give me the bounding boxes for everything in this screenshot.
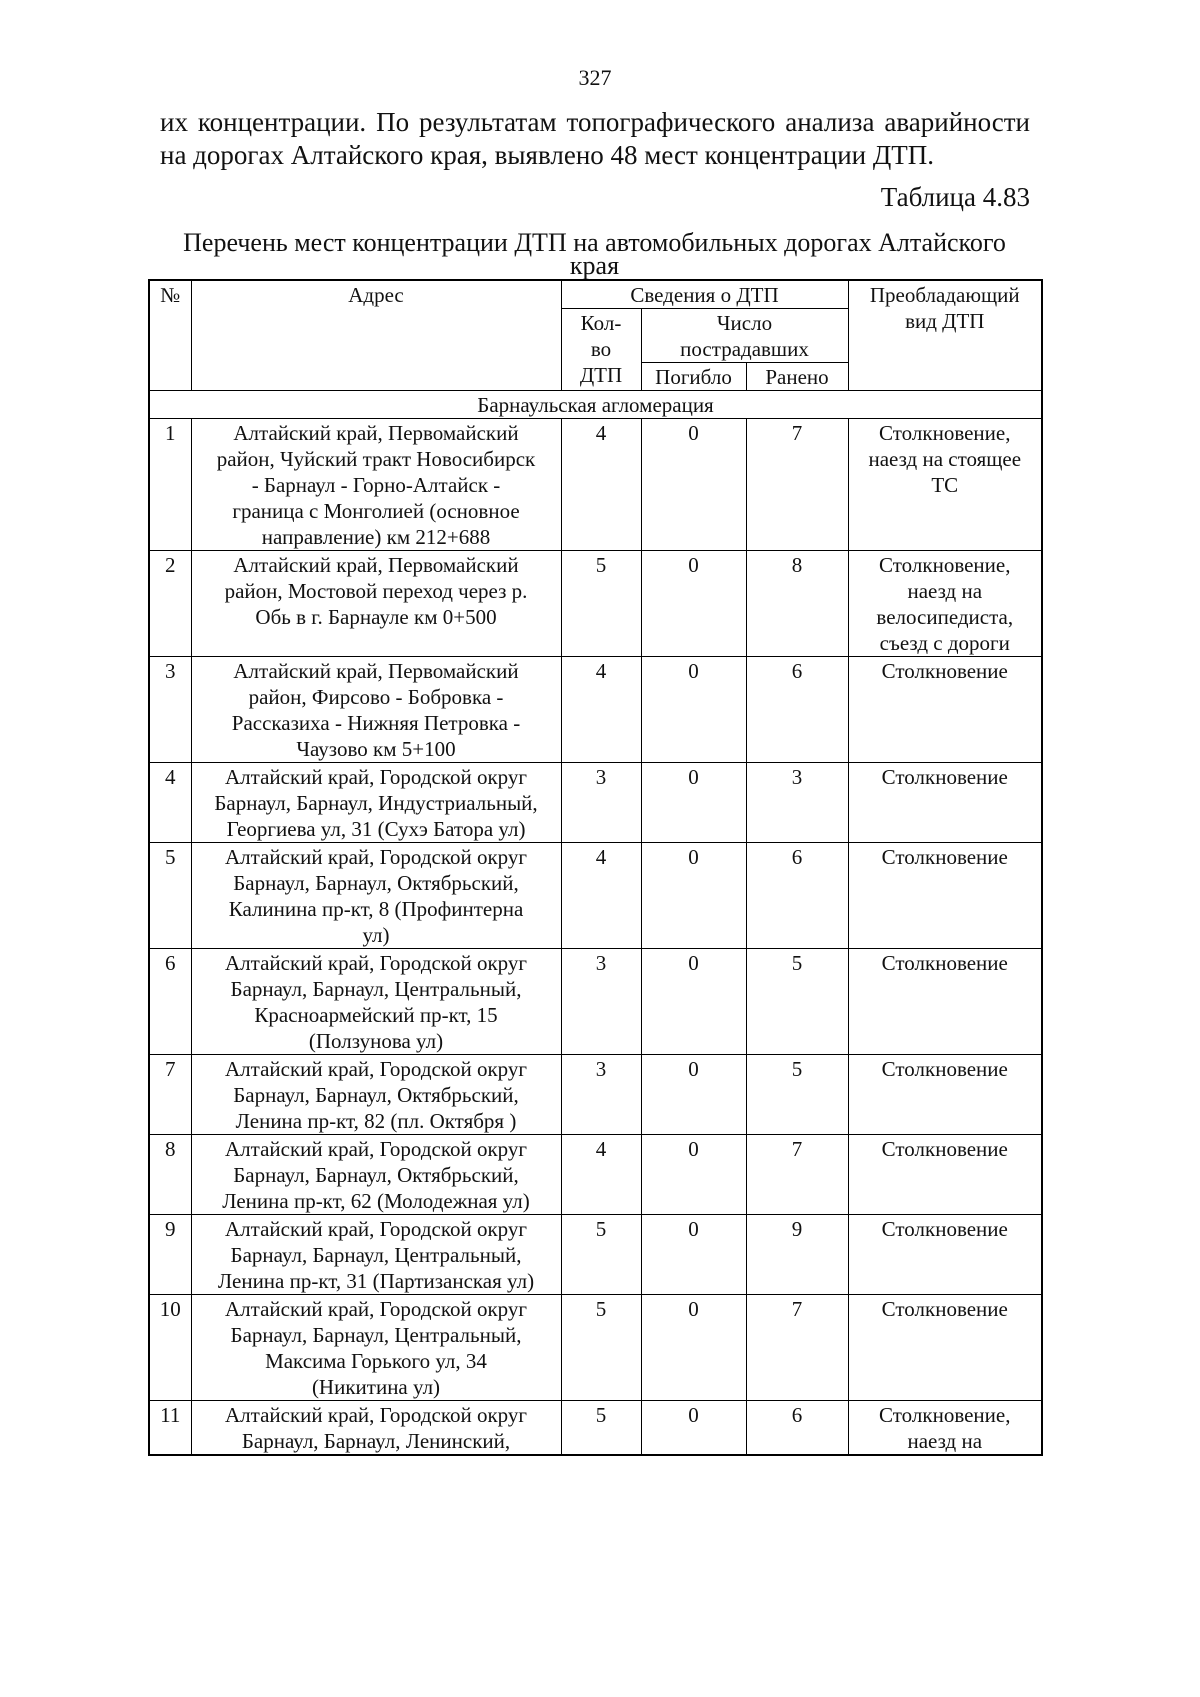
injured-cell: 7 (746, 419, 848, 551)
table-row (149, 763, 1042, 843)
injured-cell: 8 (746, 551, 848, 657)
table-row (149, 1135, 1042, 1215)
header-row (149, 280, 1042, 309)
killed-cell: 0 (641, 1055, 746, 1135)
address-cell: Алтайский край, Первомайский район, Фирсово - Бобровка - Рассказиха - Нижняя Петровка - Чаузово км 5+100 (191, 657, 561, 763)
crash-count-cell: 4 (561, 1135, 641, 1215)
group-label: Барнаульская агломерация (149, 391, 1042, 419)
injured-cell: 6 (746, 657, 848, 763)
table-row (149, 1055, 1042, 1135)
table-row (149, 949, 1042, 1055)
row-number-cell: 8 (149, 1135, 191, 1215)
crash-type-cell: Столкновение (848, 1135, 1042, 1215)
crash-type-cell: Столкновение (848, 1295, 1042, 1401)
row-number-cell: 3 (149, 657, 191, 763)
killed-cell: 0 (641, 1215, 746, 1295)
address-cell: Алтайский край, Первомайский район, Чуйский тракт Новосибирск - Барнаул - Горно-Алтайск - граница с Монголией (основное направление) км 212+688 (191, 419, 561, 551)
crash-count-cell: 4 (561, 657, 641, 763)
crash-type-cell: Столкновение (848, 1215, 1042, 1295)
killed-cell: 0 (641, 1135, 746, 1215)
table-header (149, 280, 1042, 391)
killed-cell: 0 (641, 1295, 746, 1401)
crash-count-cell: 3 (561, 949, 641, 1055)
table-body (149, 391, 1042, 1456)
row-number-cell: 4 (149, 763, 191, 843)
crash-type-cell: Столкновение (848, 1055, 1042, 1135)
table-row (149, 551, 1042, 657)
crash-type-cell: Столкновение, наезд на велосипедиста, съезд с дороги (848, 551, 1042, 657)
row-number-cell: 6 (149, 949, 191, 1055)
crash-count-cell: 5 (561, 1401, 641, 1456)
header-info: Сведения о ДТП (561, 280, 848, 309)
injured-cell: 6 (746, 1401, 848, 1456)
crash-count-cell: 4 (561, 419, 641, 551)
header-count: Кол- во ДТП (561, 309, 641, 391)
injured-cell: 3 (746, 763, 848, 843)
address-cell: Алтайский край, Городской округ Барнаул, Барнаул, Ленинский, (191, 1401, 561, 1456)
killed-cell: 0 (641, 657, 746, 763)
row-number-cell: 11 (149, 1401, 191, 1456)
killed-cell: 0 (641, 843, 746, 949)
injured-cell: 5 (746, 1055, 848, 1135)
table-row (149, 657, 1042, 763)
killed-cell: 0 (641, 419, 746, 551)
group-row (149, 391, 1042, 419)
crash-type-cell: Столкновение, наезд на стоящее ТС (848, 419, 1042, 551)
address-cell: Алтайский край, Городской округ Барнаул, Барнаул, Центральный, Красноармейский пр-кт, 15 (Ползунова ул) (191, 949, 561, 1055)
address-cell: Алтайский край, Городской округ Барнаул, Барнаул, Октябрьский, Калинина пр-кт, 8 (Профинтерна ул) (191, 843, 561, 949)
row-number-cell: 5 (149, 843, 191, 949)
injured-cell: 9 (746, 1215, 848, 1295)
crash-count-cell: 3 (561, 1055, 641, 1135)
row-number-cell: 10 (149, 1295, 191, 1401)
header-victims: Число пострадавших (641, 309, 848, 363)
crash-type-cell: Столкновение (848, 763, 1042, 843)
crash-type-cell: Столкновение, наезд на (848, 1401, 1042, 1456)
injured-cell: 7 (746, 1295, 848, 1401)
table-label: Таблица 4.83 (880, 182, 1030, 212)
killed-cell: 0 (641, 551, 746, 657)
killed-cell: 0 (641, 949, 746, 1055)
address-cell: Алтайский край, Городской округ Барнаул, Барнаул, Центральный, Ленина пр-кт, 31 (Партизанская ул) (191, 1215, 561, 1295)
header-killed: Погибло (641, 363, 746, 391)
table-row (149, 1295, 1042, 1401)
address-cell: Алтайский край, Городской округ Барнаул, Барнаул, Центральный, Максима Горького ул, 34 (Никитина ул) (191, 1295, 561, 1401)
injured-cell: 7 (746, 1135, 848, 1215)
header-address: Адрес (191, 280, 561, 391)
killed-cell: 0 (641, 763, 746, 843)
address-cell: Алтайский край, Первомайский район, Мостовой переход через р. Обь в г. Барнауле км 0+500 (191, 551, 561, 657)
table-row (149, 419, 1042, 551)
crash-count-cell: 5 (561, 1295, 641, 1401)
crash-count-cell: 5 (561, 1215, 641, 1295)
row-number-cell: 2 (149, 551, 191, 657)
injured-cell: 6 (746, 843, 848, 949)
table-row (149, 843, 1042, 949)
paragraph-line: на дорогах Алтайского края, выявлено 48 мест концентрации ДТП. (160, 140, 934, 170)
address-cell: Алтайский край, Городской округ Барнаул, Барнаул, Октябрьский, Ленина пр-кт, 62 (Молодежная ул) (191, 1135, 561, 1215)
table-row (149, 1401, 1042, 1456)
header-injured: Ранено (746, 363, 848, 391)
crash-sites-table (148, 279, 1043, 1456)
table-title: Перечень мест концентрации ДТП на автомобильных дорогах Алтайского края (183, 228, 1006, 280)
crash-type-cell: Столкновение (848, 843, 1042, 949)
row-number-cell: 7 (149, 1055, 191, 1135)
crash-count-cell: 5 (561, 551, 641, 657)
paragraph-line: их концентрации. По результатам топографического анализа аварийности (160, 107, 1030, 137)
crash-count-cell: 4 (561, 843, 641, 949)
crash-type-cell: Столкновение (848, 949, 1042, 1055)
header-type: Преобладающий вид ДТП (848, 280, 1042, 391)
address-cell: Алтайский край, Городской округ Барнаул, Барнаул, Индустриальный, Георгиева ул, 31 (Сухэ Батора ул) (191, 763, 561, 843)
row-number-cell: 9 (149, 1215, 191, 1295)
table-row (149, 1215, 1042, 1295)
address-cell: Алтайский край, Городской округ Барнаул, Барнаул, Октябрьский, Ленина пр-кт, 82 (пл. Октября ) (191, 1055, 561, 1135)
page-number: 327 (578, 65, 612, 90)
header-num: № (149, 280, 191, 391)
row-number-cell: 1 (149, 419, 191, 551)
crash-type-cell: Столкновение (848, 657, 1042, 763)
killed-cell: 0 (641, 1401, 746, 1456)
crash-count-cell: 3 (561, 763, 641, 843)
injured-cell: 5 (746, 949, 848, 1055)
